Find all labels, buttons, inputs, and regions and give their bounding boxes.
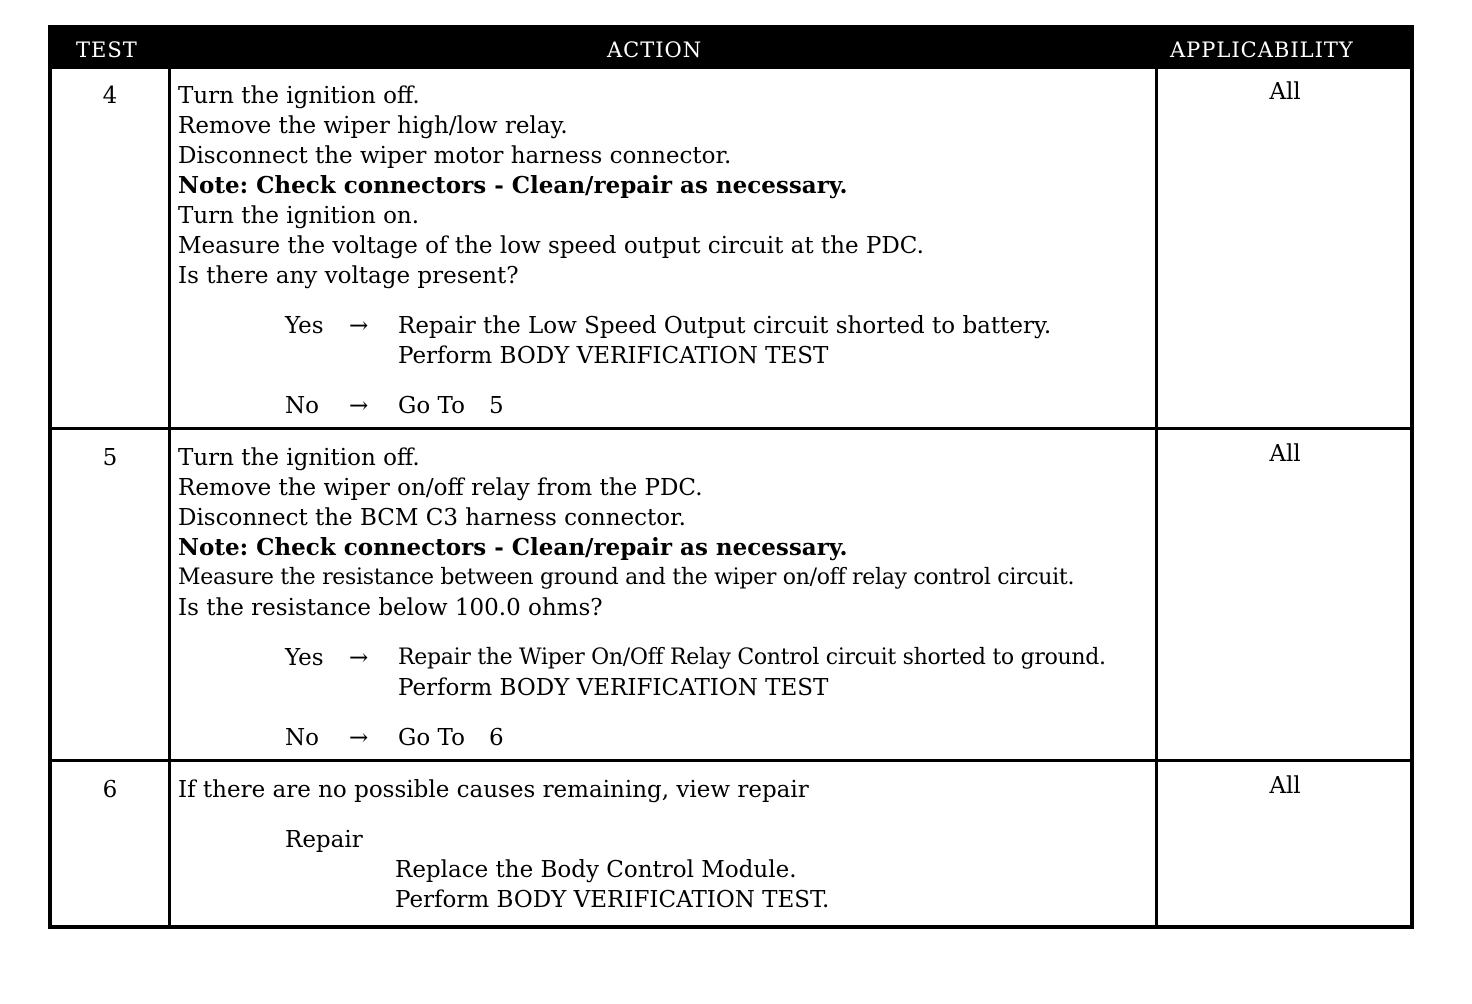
- step-line: Disconnect the BCM C3 harness connector.: [178, 505, 686, 531]
- yes-verification: Perform BODY VERIFICATION TEST: [398, 343, 829, 369]
- yes-label: Yes: [285, 645, 324, 671]
- goto-test-link[interactable]: 5: [489, 393, 504, 419]
- diagnostic-table: [48, 25, 1414, 929]
- step-line: Turn the ignition on.: [178, 203, 420, 229]
- step-line: Disconnect the wiper motor harness connector.: [178, 143, 732, 169]
- applicability-value: All: [1269, 773, 1301, 799]
- repair-action: Replace the Body Control Module.: [395, 857, 797, 883]
- header-test: TEST: [76, 38, 138, 62]
- applicability-value: All: [1269, 441, 1301, 467]
- test-number: 5: [102, 445, 118, 471]
- no-action: Go To: [398, 393, 465, 419]
- goto-test-link[interactable]: 6: [489, 725, 504, 751]
- no-label: No: [285, 725, 319, 751]
- step-line: Measure the voltage of the low speed output circuit at the PDC.: [178, 233, 924, 259]
- arrow-icon: →: [349, 645, 369, 671]
- step-line: Turn the ignition off.: [178, 445, 420, 471]
- table-header: [52, 29, 1410, 69]
- no-action: Go To: [398, 725, 465, 751]
- arrow-icon: →: [349, 725, 369, 751]
- test-number: 4: [102, 83, 118, 109]
- action-steps: [178, 443, 1074, 623]
- repair-label: Repair: [285, 827, 363, 853]
- column-divider: [1155, 69, 1158, 925]
- no-label: No: [285, 393, 319, 419]
- action-steps: [178, 81, 924, 291]
- question-line: Is the resistance below 100.0 ohms?: [178, 595, 603, 621]
- step-line: If there are no possible causes remaining, view repair: [178, 777, 809, 803]
- note-line: Note: Check connectors - Clean/repair as necessary.: [178, 172, 848, 199]
- arrow-icon: →: [349, 393, 369, 419]
- applicability-value: All: [1269, 79, 1301, 105]
- step-line: Remove the wiper on/off relay from the PDC.: [178, 475, 703, 501]
- note-line: Note: Check connectors - Clean/repair as necessary.: [178, 534, 848, 561]
- header-action: ACTION: [607, 38, 703, 62]
- row-divider: [52, 427, 1410, 430]
- yes-label: Yes: [285, 313, 324, 339]
- repair-verification: Perform BODY VERIFICATION TEST.: [395, 887, 830, 913]
- column-divider: [168, 69, 171, 925]
- header-applicability: APPLICABILITY: [1170, 38, 1354, 62]
- row-divider: [52, 759, 1410, 762]
- yes-verification: Perform BODY VERIFICATION TEST: [398, 675, 829, 701]
- test-number: 6: [102, 777, 118, 803]
- question-line: Is there any voltage present?: [178, 263, 519, 289]
- arrow-icon: →: [349, 313, 369, 339]
- yes-action: Repair the Wiper On/Off Relay Control circuit shorted to ground.: [398, 645, 1106, 670]
- action-steps: [178, 775, 809, 805]
- step-line: Measure the resistance between ground and the wiper on/off relay control circuit.: [178, 565, 1075, 590]
- step-line: Remove the wiper high/low relay.: [178, 113, 568, 139]
- step-line: Turn the ignition off.: [178, 83, 420, 109]
- yes-action: Repair the Low Speed Output circuit shorted to battery.: [398, 313, 1052, 339]
